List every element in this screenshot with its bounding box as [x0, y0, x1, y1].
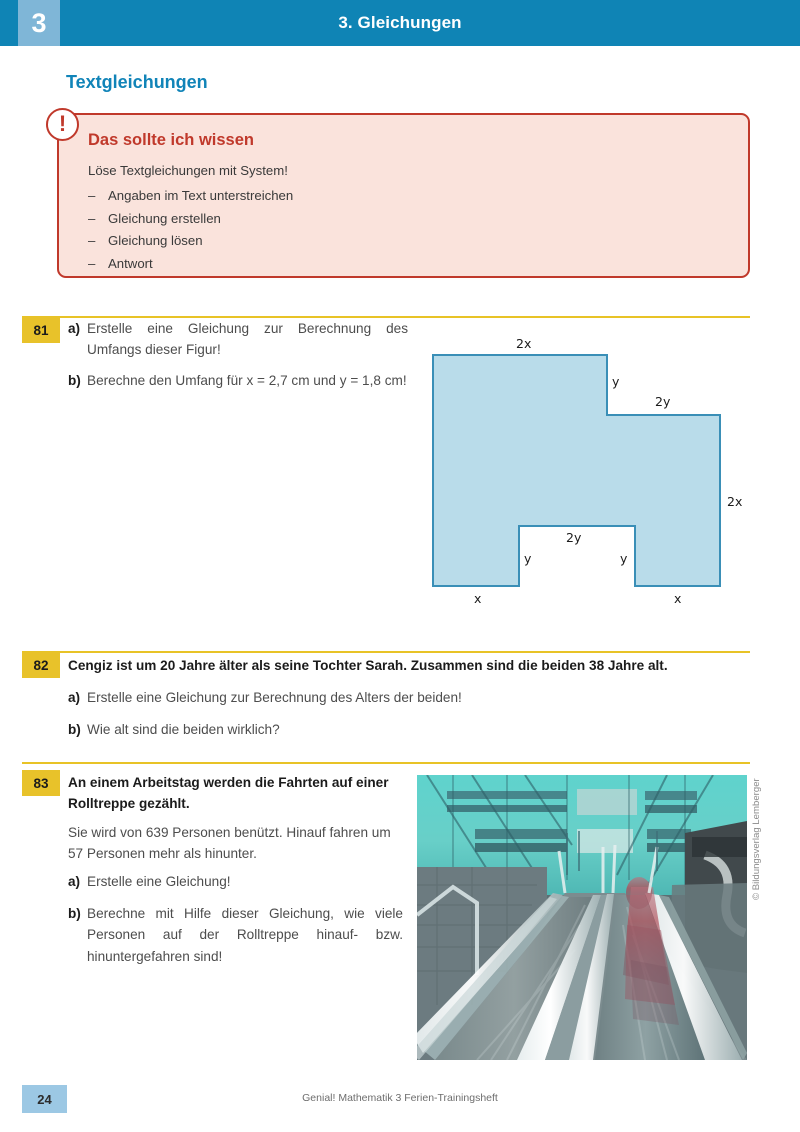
geometry-figure	[420, 328, 760, 613]
exercise-82-intro: Cengiz ist um 20 Jahre älter als seine Tochter Sarah. Zusammen sind die beiden 38 Jahre alt.	[68, 658, 668, 673]
list-item-label: Angaben im Text unterstreichen	[108, 188, 294, 203]
exercise-83-intro: An einem Arbeitstag werden die Fahrten auf einer Rolltreppe gezählt.	[68, 775, 389, 812]
page-number-badge: 24	[22, 1085, 67, 1113]
figure-label-notch-y-right: y	[620, 551, 628, 566]
list-item	[88, 256, 648, 271]
list-item	[88, 188, 648, 203]
figure-label-top-2x: 2x	[516, 336, 532, 351]
item-text: Erstelle eine Gleichung zur Berechnung des Umfangs dieser Figur!	[87, 321, 408, 358]
staircase-polygon	[433, 355, 720, 586]
exclamation-glyph: !	[58, 110, 67, 136]
list-item-label: Antwort	[108, 255, 153, 271]
info-box-list	[88, 188, 648, 278]
exercise-83-body: Sie wird von 639 Personen benützt. Hinauf fahren um 57 Personen mehr als hinunter.	[68, 825, 391, 862]
list-dash: –	[88, 233, 96, 248]
exercise-number-badge: 81	[22, 317, 60, 343]
section-heading: Textgleichungen	[66, 72, 208, 92]
figure-label-step-2y: 2y	[655, 394, 671, 409]
item-label: a)	[68, 690, 81, 705]
exercise-item	[68, 370, 408, 391]
figure-label-notch-y-left: y	[524, 551, 532, 566]
exercise-divider	[22, 762, 750, 764]
figure-label-step-y: y	[612, 374, 620, 389]
item-label: b)	[68, 722, 81, 738]
exercise-divider	[22, 651, 750, 653]
polygon-svg	[420, 328, 760, 613]
escalator-illustration	[417, 775, 747, 1060]
exercise-item	[68, 719, 748, 740]
list-item	[88, 233, 648, 248]
exercise-item	[68, 871, 403, 892]
copyright-notice: © Bildungsverlag Lemberger	[751, 778, 762, 900]
exercise-83-items	[68, 871, 403, 969]
chapter-badge	[18, 0, 60, 46]
chapter-number: 3	[31, 7, 47, 38]
item-label: a)	[68, 321, 81, 336]
exercise-item	[68, 903, 403, 967]
header-title: 3. Gleichungen	[338, 13, 462, 32]
item-text: Wie alt sind die beiden wirklich?	[87, 722, 280, 738]
list-dash: –	[88, 188, 96, 203]
exercise-item	[68, 687, 748, 708]
list-item	[88, 211, 648, 226]
figure-label-bottom-x-left: x	[474, 591, 482, 606]
item-label: b)	[68, 906, 81, 922]
item-text: Erstelle eine Gleichung zur Berechnung des Alters der beiden!	[87, 690, 462, 705]
exclamation-icon	[46, 108, 79, 141]
list-item-label: Gleichung erstellen	[108, 210, 221, 226]
footer-title: Genial! Mathematik 3 Ferien-Trainingsheft	[302, 1092, 498, 1104]
figure-label-right-2x: 2x	[727, 494, 743, 509]
exercise-number-badge: 82	[22, 652, 60, 678]
item-text: Erstelle eine Gleichung!	[87, 874, 231, 889]
escalator-photo	[417, 775, 747, 1060]
exercise-number-badge: 83	[22, 770, 60, 796]
exercise-81-items	[68, 318, 408, 394]
list-dash: –	[88, 255, 96, 271]
info-box-title: Das sollte ich wissen	[88, 131, 254, 149]
list-dash: –	[88, 210, 96, 226]
figure-label-notch-2y: 2y	[566, 530, 582, 545]
item-label: a)	[68, 874, 81, 889]
item-label: b)	[68, 373, 81, 389]
page-header	[0, 0, 800, 46]
exercise-item	[68, 318, 408, 360]
list-item-label: Gleichung lösen	[108, 233, 203, 248]
exercise-82-items	[68, 687, 748, 742]
figure-label-bottom-x-right: x	[674, 591, 682, 606]
info-box-lead: Löse Textgleichungen mit System!	[88, 163, 288, 178]
item-text: Berechne den Umfang für x = 2,7 cm und y = 1,8 cm!	[87, 373, 407, 389]
item-text: Berechne mit Hilfe dieser Gleichung, wie viele Personen auf der Rolltreppe hinauf- bzw. hinuntergefahren sind!	[87, 906, 403, 964]
